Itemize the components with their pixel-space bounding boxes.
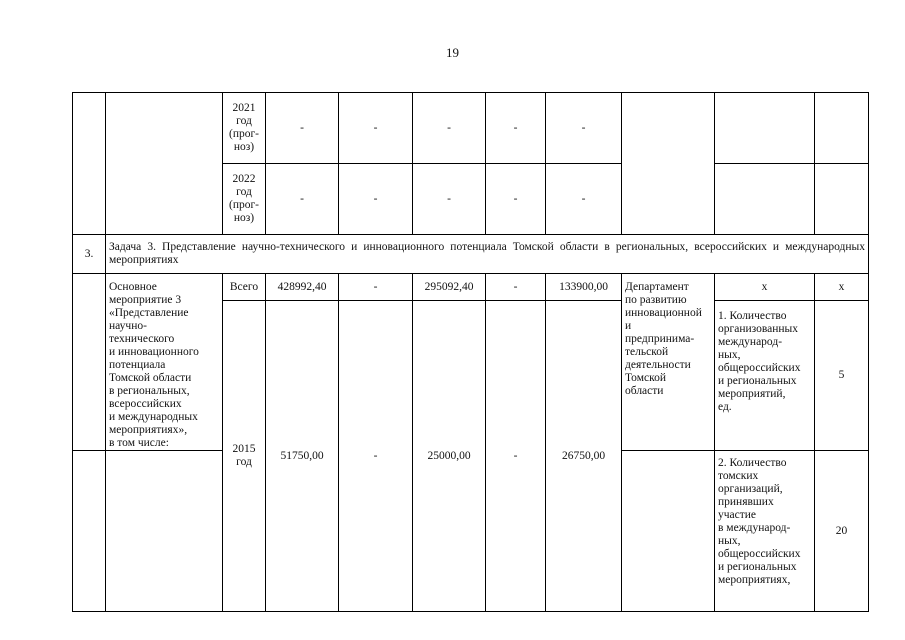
value-cell: - [413, 93, 486, 164]
task-row [73, 235, 869, 274]
year-cell-2022: 2022 год (прог- ноз) [223, 164, 266, 235]
row-number-cell-empty [73, 93, 106, 235]
value-cell: - [339, 164, 413, 235]
indicator-cell-empty [715, 93, 815, 164]
value-cell: - [546, 164, 622, 235]
executor: Департамент по развитию инновационной и предпринима- тельской деятельности Томской области [622, 274, 715, 451]
row-number-cell-empty [73, 274, 106, 451]
task-number: 3. [73, 235, 106, 274]
indicator-value-cell-empty [815, 164, 869, 235]
value-cell-2015: 25000,00 [413, 301, 486, 612]
indicator-value-header-x: x [815, 274, 869, 301]
value-cell: - [339, 93, 413, 164]
program-table [72, 92, 869, 612]
table-row-2021 [73, 93, 869, 164]
value-cell-2015: 26750,00 [546, 301, 622, 612]
indicator-1-text: 1. Количество организованных международ- ных, общероссийских и региональных мероприятий, ед. [715, 301, 815, 451]
value-cell: - [486, 164, 546, 235]
total-label: Всего [223, 274, 266, 301]
year-cell-2015: 2015 год [223, 301, 266, 612]
total-value: 295092,40 [413, 274, 486, 301]
activity-total-row [73, 274, 869, 301]
indicator-1-value: 5 [815, 301, 869, 451]
total-value: - [486, 274, 546, 301]
page-number: 19 [446, 45, 459, 60]
total-value: 428992,40 [266, 274, 339, 301]
activity-name-cell-empty [106, 451, 223, 612]
indicator-2-value: 20 [815, 451, 869, 612]
row-number-cell-empty [73, 451, 106, 612]
task-description: Задача 3. Представление научно-технического и инновационного потенциала Томской области в региональных, всероссийских и международных мероприятиях [106, 235, 869, 274]
value-cell-2015: 51750,00 [266, 301, 339, 612]
value-cell-2015: - [486, 301, 546, 612]
value-cell: - [413, 164, 486, 235]
value-cell: - [266, 164, 339, 235]
activity-name-cell-empty [106, 93, 223, 235]
indicator-value-cell-empty [815, 93, 869, 164]
year-cell-2021: 2021 год (прог- ноз) [223, 93, 266, 164]
total-value: - [339, 274, 413, 301]
indicator-cell-empty [715, 164, 815, 235]
value-cell: - [266, 93, 339, 164]
executor-cell-empty [622, 93, 715, 235]
executor-cell-empty [622, 451, 715, 612]
indicator-2-text: 2. Количество томских организаций, принявших участие в международ- ных, общероссийских и региональных мероприятиях, [715, 451, 815, 612]
indicator-header-x: x [715, 274, 815, 301]
value-cell: - [486, 93, 546, 164]
value-cell: - [546, 93, 622, 164]
value-cell-2015: - [339, 301, 413, 612]
total-value: 133900,00 [546, 274, 622, 301]
activity-name: Основное мероприятие 3 «Представление научно- технического и инновационного потенциала Томской области в региональных, всероссийских и международных мероприятиях», в том числе: [106, 274, 223, 451]
